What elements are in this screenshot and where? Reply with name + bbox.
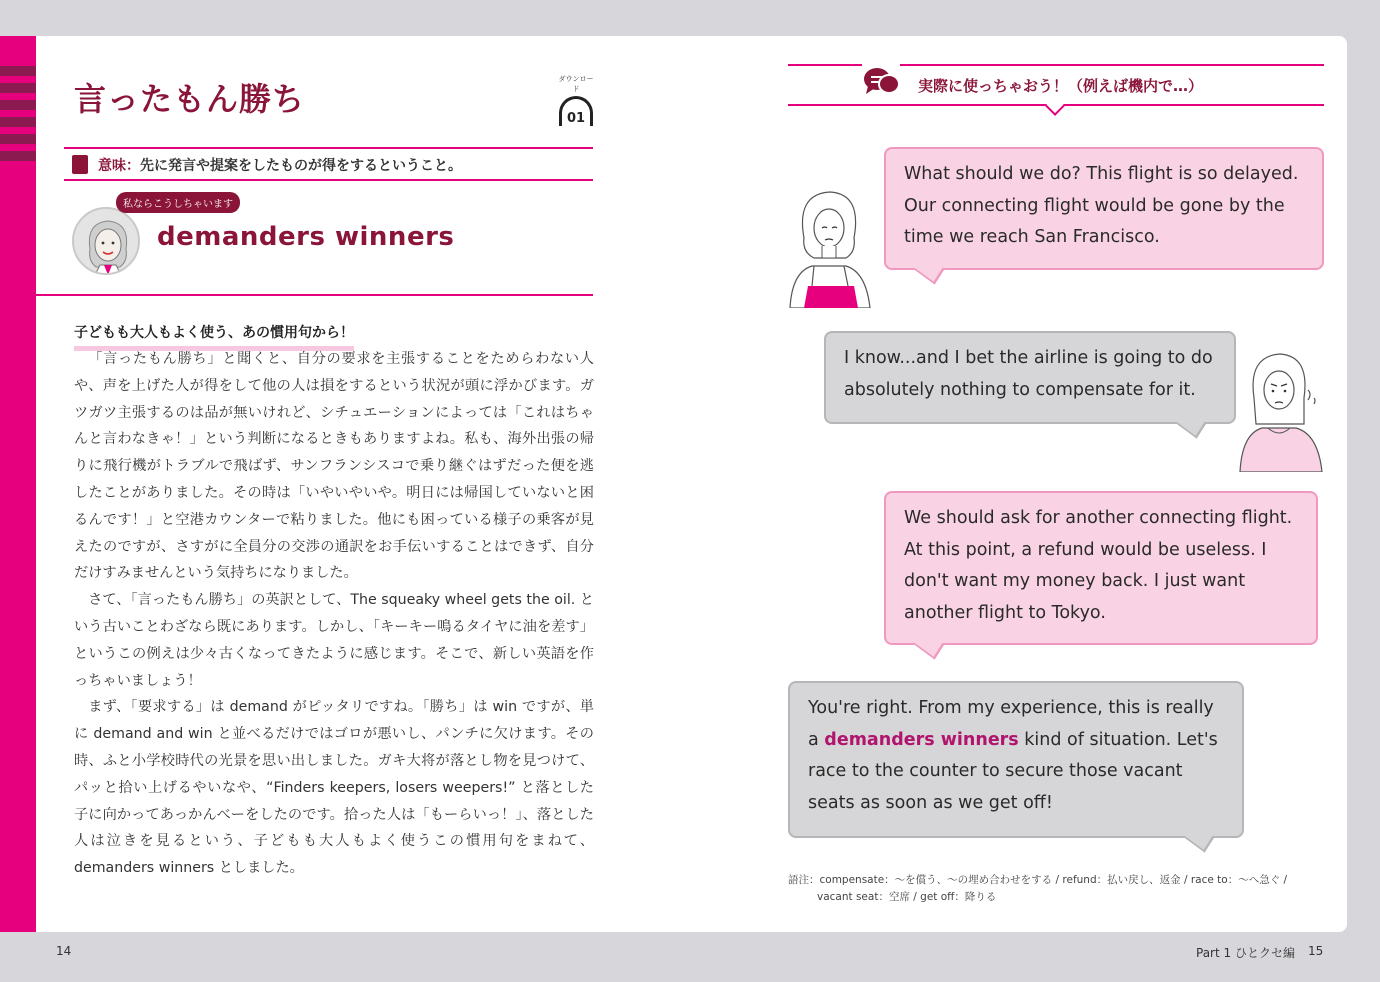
track-number: 01 [566, 111, 586, 126]
book-icon [72, 155, 88, 174]
paragraph: さて、「言ったもん勝ち」の英訳として、The squeaky wheel gets the oil. という古いことわざなら既にあります。しかし、「キーキー鳴るタイヤに油を差す」というこの例えは少々古くなってきたように感じます。そこで、新しい英語を作っちゃいましょう！ [74, 592, 594, 689]
english-phrase: demanders winners [157, 222, 455, 252]
speech-tag: 私ならこうしちゃいます [116, 192, 240, 213]
notes-line-2: vacant seat：空席 / get off：降りる [817, 891, 997, 903]
chapter-tabs [0, 66, 36, 168]
meaning-label: 意味： [98, 158, 140, 174]
magenta-edge-bar [0, 36, 36, 932]
dialogue-text-2: I know...and I bet the airline is going to do absolutely nothing to compensate for it. [844, 348, 1213, 400]
paragraph: 「言ったもん勝ち」と聞くと、自分の要求を主張することをためらわない人や、声を上げた人が得をして他の人は損をするという状況が頭に浮かびます。ガツガツ主張するのは品が無いけれど、シチュエーションによっては「これはちゃんと言わなきゃ！」という判断になるときもありますよね。私も、海外出張の帰りに飛行機がトラブルで飛ばず、サンフランシスコで乗り継ぐはずだった便を逃したことがありました。その時は「いやいやいや。明日には帰国していないと困るんです！」と空港カウンターで粘りました。他にも困っている様子の乗客が見えたのですが、さすがに全員分の交渉の通訳をお手伝いすることはできず、自分だけすみませんという気持ちになりました。 [74, 351, 594, 582]
usage-heading-bar [788, 64, 1324, 106]
dialogue-bubble-4 [788, 681, 1244, 838]
download-caption: ダウンロード [558, 75, 594, 93]
vocabulary-notes [788, 872, 1328, 906]
dialogue-text-1: What should we do? This flight is so delayed. Our connecting flight would be gone by the time we reach San Francisco. [904, 164, 1299, 247]
part-label: Part 1 ひとクセ編 [1196, 946, 1295, 960]
section-subheading: 子どもも大人もよく使う、あの慣用句から！ [74, 322, 354, 351]
notes-line-1: 語注：compensate：〜を償う、〜の埋め合わせをする / refund：払い戻し、返金 / race to：〜へ急ぐ / [788, 874, 1288, 886]
section-divider [36, 294, 593, 296]
woman-pink-top-icon [786, 186, 878, 308]
woman-worried-icon [1238, 350, 1326, 472]
dialogue-bubble-1 [884, 147, 1324, 270]
meaning-box [64, 147, 593, 181]
dialogue-text-3: We should ask for another connecting flight. At this point, a refund would be useless. I don't want my money back. I just want another flight to Tokyo. [904, 508, 1293, 623]
author-avatar [72, 207, 140, 275]
meaning-text: 先に発言や提案をしたものが得をするということ。 [140, 158, 462, 174]
audio-download-badge[interactable] [556, 74, 596, 126]
headphones-icon [559, 96, 593, 126]
page-number-right: 15 [1308, 944, 1324, 958]
dialogue-text-4a: You're right. From my experience, this is really a [808, 698, 1214, 750]
meaning-line [98, 155, 462, 175]
usage-heading: 実際に使っちゃおう！（例えば機内で…） [914, 75, 1207, 96]
dialogue-text-4b: kind of situation. Let's race to the counter to secure those vacant seats as soon as we get off! [808, 729, 1218, 813]
page-title: 言ったもん勝ち [74, 80, 306, 118]
dialogue-bubble-2 [824, 331, 1236, 424]
highlighted-phrase: demanders winners [824, 729, 1019, 750]
chat-bubbles-icon [862, 64, 900, 98]
body-text [74, 346, 594, 882]
paragraph: まず、「要求する」は demand がピッタリですね。「勝ち」は win ですが、単に demand and win と並べるだけではゴロが悪いし、パンチに欠けます。その時、ふと小学校時代の光景を思い出しました。ガキ大将が落とし物を見つけて、パッと拾い上げるやいなや、“Finders keepers, losers weepers!” と落とした子に向かってあっかんべーをしたのです。拾った人は「もーらいっ！」、落とした人は泣きを見るという、子どもも大人もよく使うこの慣用句をまねて、demanders winners としました。 [74, 699, 594, 877]
page-number-left: 14 [56, 944, 72, 958]
dialogue-bubble-3 [884, 491, 1318, 645]
